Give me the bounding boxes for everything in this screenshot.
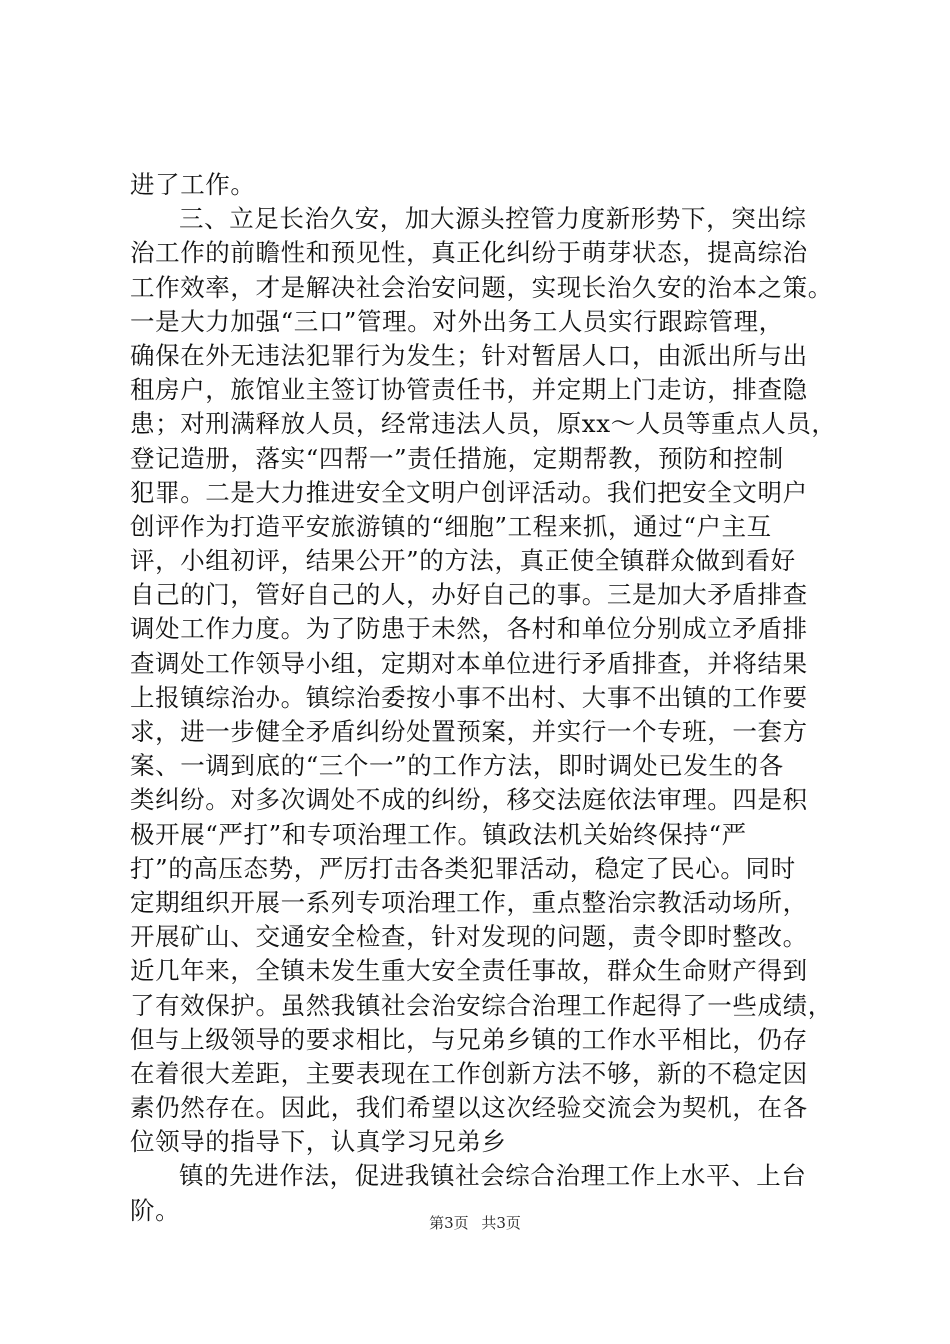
text-line: 求，进一步健全矛盾纠纷处置预案，并实行一个专班，一套方 — [130, 717, 808, 746]
page-total: 共3页 — [481, 1214, 521, 1232]
text-line: 租房户，旅馆业主签订协管责任书，并定期上门走访，排查隐 — [130, 375, 808, 405]
body-text — [130, 168, 850, 1228]
text-line: 登记造册，落实“四帮一”责任措施，定期帮教，预防和控制 — [130, 443, 784, 473]
text-line: 确保在外无违法犯罪行为发生；针对暂居人口，由派出所与出 — [130, 340, 808, 370]
text-line: 了有效保护。虽然我镇社会治安综合治理工作起得了一些成绩， — [130, 990, 833, 1020]
text-line: 极开展“严打”和专项治理工作。镇政法机关始终保持“严 — [130, 819, 747, 849]
text-line: 镇的先进作法，促进我镇社会综合治理工作上水平、上台 — [179, 1161, 807, 1191]
text-line: 犯罪。二是大力推进安全文明户创评活动。我们把安全文明户 — [130, 477, 808, 507]
text-line: 在着很大差距，主要表现在工作创新方法不够，新的不稳定因 — [130, 1058, 808, 1088]
text-line: 开展矿山、交通安全检查，针对发现的问题，责令即时整改。 — [130, 922, 808, 952]
text-line: 近几年来，全镇未发生重大安全责任事故，群众生命财产得到 — [130, 956, 808, 986]
text-line: 查调处工作领导小组，定期对本单位进行矛盾排查，并将结果 — [130, 648, 808, 678]
text-line: 定期组织开展一系列专项治理工作，重点整治宗教活动场所， — [130, 887, 808, 917]
text-line: 创评作为打造平安旅游镇的“细胞”工程来抓，通过“户主互 — [130, 511, 772, 541]
page-footer — [0, 1213, 950, 1233]
text-line: 工作效率，才是解决社会治安问题，实现长治久安的治本之策。 — [130, 272, 833, 302]
text-line: 三、立足长治久安，加大源头控管力度新形势下，突出综 — [179, 204, 807, 234]
text-line: 进了工作。 — [130, 170, 256, 199]
text-line: 打”的高压态势，严厉打击各类犯罪活动，稳定了民心。同时 — [130, 853, 796, 883]
text-line: 治工作的前瞻性和预见性，真正化纠纷于萌芽状态，提高综治 — [130, 238, 808, 268]
text-line: 阶。 — [130, 1195, 181, 1225]
text-line: 自己的门，管好自己的人，办好自己的事。三是加大矛盾排查 — [130, 580, 808, 610]
text-line: 但与上级领导的要求相比，与兄弟乡镇的工作水平相比，仍存 — [130, 1024, 808, 1054]
text-line: 案、一调到底的“三个一”的工作方法，即时调处已发生的各 — [130, 751, 784, 781]
text-line: 上报镇综治办。镇综治委按小事不出村、大事不出镇的工作要 — [130, 682, 808, 712]
page-number: 第3页 — [429, 1214, 469, 1232]
text-line: 类纠纷。对多次调处不成的纠纷，移交法庭依法审理。四是积 — [130, 785, 808, 815]
text-line: 素仍然存在。因此，我们希望以这次经验交流会为契机，在各 — [130, 1093, 808, 1123]
text-line: 评，小组初评，结果公开”的方法，真正使全镇群众做到看好 — [130, 546, 796, 576]
text-line: 调处工作力度。为了防患于未然，各村和单位分别成立矛盾排 — [130, 614, 808, 644]
text-line: 位领导的指导下，认真学习兄弟乡 — [130, 1127, 507, 1157]
text-line: 患；对刑满释放人员，经常违法人员，原xx～人员等重点人员， — [130, 409, 837, 439]
text-line: 一是大力加强“三口”管理。对外出务工人员实行跟踪管理， — [130, 306, 784, 336]
